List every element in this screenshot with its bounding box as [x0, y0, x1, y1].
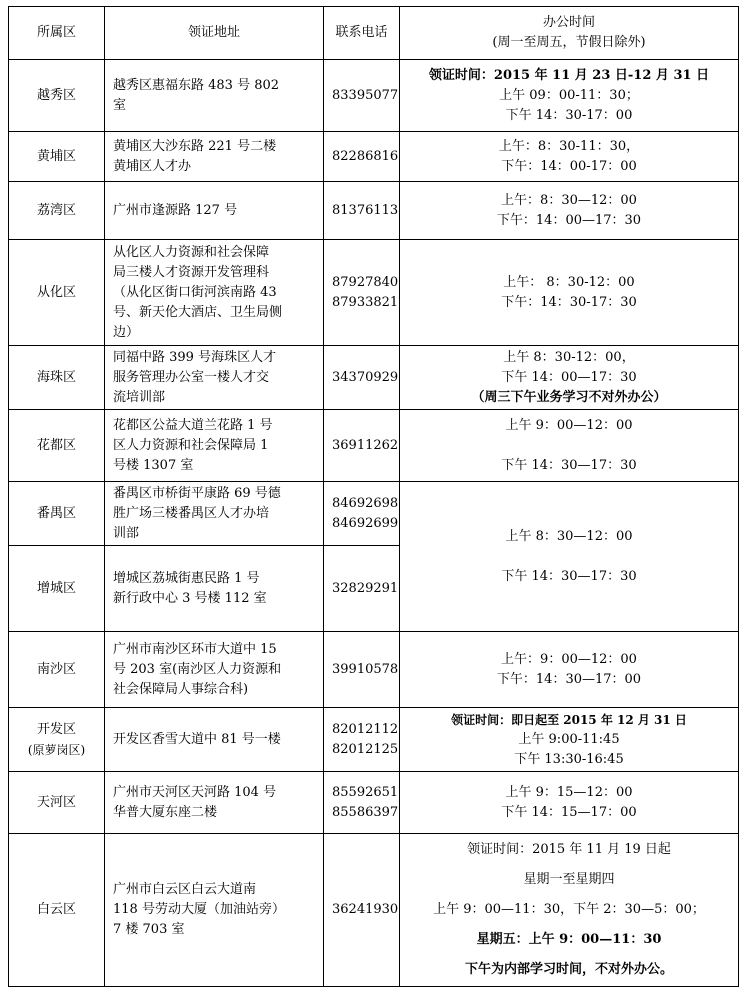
district-cell: 开发区 (原萝岗区) — [9, 708, 105, 772]
district-cell: 荔湾区 — [9, 182, 105, 240]
table-row — [9, 834, 739, 987]
header-hours — [400, 7, 739, 60]
district-cell: 从化区 — [9, 240, 105, 346]
address-cell: 花都区公益大道兰花路 1 号 区人力资源和社会保障局 1 号楼 1307 室 — [105, 410, 324, 482]
district-cell: 白云区 — [9, 834, 105, 987]
hours-cell: 上午 8：30-12：00， 下午 14：00—17：30 （周三下午业务学习不对外办公） — [400, 346, 739, 410]
district-cell: 番禺区 — [9, 482, 105, 546]
district-cell: 天河区 — [9, 772, 105, 834]
hours-cell: 上午：8：30-11：30， 下午：14：00-17：00 — [400, 132, 739, 182]
header-hours-sub: (周一至周五，节假日除外) — [492, 35, 646, 50]
phone-cell: 85592651 85586397 — [324, 772, 400, 834]
table-row — [9, 708, 739, 772]
phone-cell: 36241930 — [324, 834, 400, 987]
table-row — [9, 632, 739, 708]
address-cell: 广州市逢源路 127 号 — [105, 182, 324, 240]
phone-cell: 84692698 84692699 — [324, 482, 400, 546]
table-row — [9, 346, 739, 410]
phone-cell: 34370929 — [324, 346, 400, 410]
address-cell: 开发区香雪大道中 81 号一楼 — [105, 708, 324, 772]
phone-cell: 81376113 — [324, 182, 400, 240]
hours-cell: 上午：8：30—12：00 下午：14：00—17：30 — [400, 182, 739, 240]
phone-cell: 36911262 — [324, 410, 400, 482]
phone-cell: 82012112 82012125 — [324, 708, 400, 772]
address-cell: 同福中路 399 号海珠区人才 服务管理办公室一楼人才交 流培训部 — [105, 346, 324, 410]
district-cell: 海珠区 — [9, 346, 105, 410]
address-cell: 越秀区惠福东路 483 号 802 室 — [105, 60, 324, 132]
district-cell: 增城区 — [9, 546, 105, 632]
table-row — [9, 240, 739, 346]
phone-cell: 87927840 87933821 — [324, 240, 400, 346]
table-row — [9, 482, 739, 546]
table-row — [9, 60, 739, 132]
hours-cell: 上午 9：00—12：00 下午 14：30—17：30 — [400, 410, 739, 482]
hours-cell: 领证时间：2015 年 11 月 23 日-12 月 31 日 上午 09：00-11：30； 下午 14：30-17：00 — [400, 60, 739, 132]
address-cell: 从化区人力资源和社会保障 局三楼人才资源开发管理科 （从化区街口街河滨南路 43 号、新天伦大酒店、卫生局侧 边） — [105, 240, 324, 346]
phone-cell: 83395077 — [324, 60, 400, 132]
address-cell: 广州市天河区天河路 104 号 华普大厦东座二楼 — [105, 772, 324, 834]
hours-cell: 上午：9：00—12：00 下午：14：30—17：00 — [400, 632, 739, 708]
table-row — [9, 182, 739, 240]
address-cell: 广州市白云区白云大道南 118 号劳动大厦（加油站旁） 7 楼 703 室 — [105, 834, 324, 987]
table-row — [9, 132, 739, 182]
hours-cell: 领证时间：即日起至 2015 年 12 月 31 日 上午 9:00-11:45 下午 13:30-16:45 — [400, 708, 739, 772]
table-row — [9, 410, 739, 482]
address-cell: 番禺区市桥街平康路 69 号德 胜广场三楼番禺区人才办培 训部 — [105, 482, 324, 546]
address-cell: 增城区荔城街惠民路 1 号 新行政中心 3 号楼 112 室 — [105, 546, 324, 632]
header-address: 领证地址 — [105, 7, 324, 60]
header-phone: 联系电话 — [324, 7, 400, 60]
district-cell: 越秀区 — [9, 60, 105, 132]
header-row — [9, 7, 739, 60]
header-hours-title: 办公时间 — [542, 15, 595, 30]
hours-cell: 上午： 8：30-12：00 下午：14：30-17：30 — [400, 240, 739, 346]
phone-cell: 32829291 — [324, 546, 400, 632]
header-district: 所属区 — [9, 7, 105, 60]
phone-cell: 82286816 — [324, 132, 400, 182]
phone-cell: 39910578 — [324, 632, 400, 708]
hours-cell: 领证时间：2015 年 11 月 19 日起 星期一至星期四 上午 9：00—11：30，下午 2：30—5：00； 星期五：上午 9：00—11：30 下午为内部学习时间，不对外办公。 — [400, 834, 739, 987]
office-hours-table — [8, 6, 739, 987]
district-cell: 黄埔区 — [9, 132, 105, 182]
district-cell: 南沙区 — [9, 632, 105, 708]
hours-cell-shared: 上午 8：30—12：00 下午 14：30—17：30 — [400, 482, 739, 632]
hours-cell: 上午 9：15—12：00 下午 14：15—17：00 — [400, 772, 739, 834]
table-row — [9, 772, 739, 834]
address-cell: 广州市南沙区环市大道中 15 号 203 室(南沙区人力资源和 社会保障局人事综合科) — [105, 632, 324, 708]
address-cell: 黄埔区大沙东路 221 号二楼 黄埔区人才办 — [105, 132, 324, 182]
district-cell: 花都区 — [9, 410, 105, 482]
